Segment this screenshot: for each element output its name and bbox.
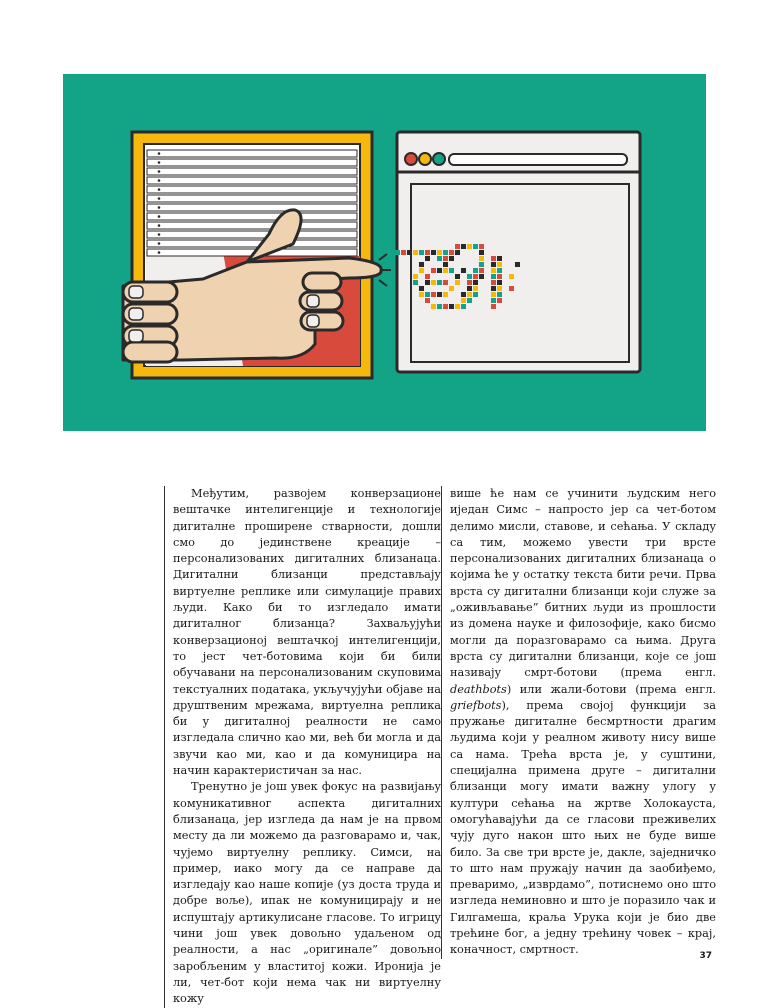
pixel [437, 292, 442, 297]
text-run: више ће нам се учинити људским него иједан Симс – напросто јер са чет-ботом делимо мисли, ставове, и сећања. У складу са тим, можемо увести три врсте персонализованих дигиталних близанаца о којима ће у остатку текста бити речи. Прва врста су дигитални близанци који служе за „оживљавање” битних људи из прошлости из домена науке и филозофије, како бисмо могли да поразговарамо са њима. Друга врста су дигитални близанци, које се још називају смрт-ботови (према енгл. [450, 487, 716, 680]
article-column-right [441, 486, 716, 959]
pixel [479, 250, 484, 255]
pixel [437, 250, 442, 255]
pixel [461, 268, 466, 273]
pixel [491, 262, 496, 267]
pixel [479, 244, 484, 249]
illustration-svg [63, 74, 706, 431]
pixel [455, 304, 460, 309]
pixel [461, 292, 466, 297]
pixel [473, 286, 478, 291]
blind-cord-hole [158, 206, 161, 209]
pixel [479, 274, 484, 279]
pixel [455, 274, 460, 279]
browser-minimize-dot [419, 153, 431, 165]
blind-cord-hole [158, 224, 161, 227]
pixel [491, 292, 496, 297]
pixel [467, 280, 472, 285]
pixel [497, 280, 502, 285]
pixel [431, 292, 436, 297]
blind-slat [147, 159, 357, 166]
pixel [431, 268, 436, 273]
pixel [401, 250, 406, 255]
pixel [509, 286, 514, 291]
pixel [431, 280, 436, 285]
blind-slat [147, 150, 357, 157]
pixel [461, 244, 466, 249]
paragraph [450, 486, 716, 959]
pixel [419, 292, 424, 297]
article-illustration [63, 74, 706, 431]
pixel [479, 262, 484, 267]
pixel [449, 286, 454, 291]
pixel [455, 244, 460, 249]
blind-cord-hole [158, 179, 161, 182]
blind-cord-hole [158, 242, 161, 245]
pixel [473, 268, 478, 273]
pixel [467, 244, 472, 249]
pixel [497, 262, 502, 267]
pixel [467, 274, 472, 279]
blind-slat [147, 222, 357, 229]
blind-slat [147, 168, 357, 175]
pixel [443, 250, 448, 255]
pixel [443, 304, 448, 309]
pixel [449, 256, 454, 261]
blind-cord-hole [158, 251, 161, 254]
blind-slat [147, 213, 357, 220]
pixel [425, 274, 430, 279]
pixel [443, 292, 448, 297]
pixel [479, 268, 484, 273]
pixel [497, 274, 502, 279]
blind-cord-hole [158, 152, 161, 155]
blind-slat [147, 195, 357, 202]
pixel [425, 250, 430, 255]
pixel [491, 256, 496, 261]
pixel [497, 268, 502, 273]
blind-slat [147, 240, 357, 247]
pixel [443, 256, 448, 261]
pixel [461, 304, 466, 309]
blind-cord-hole [158, 233, 161, 236]
pixel [509, 274, 514, 279]
pixel [479, 256, 484, 261]
browser-address-bar [449, 154, 627, 165]
paragraph: Тренутно је још увек фокус на развијању комуникативног аспекта дигиталних близанаца, јер изгледа да нам је на првом месту да ли можемо да разговарамо и, чак, чујемо виртуелну реплику. Симси, на пример, иако могу да се направе да изгледају као наше копије (уз доста труда и добре воље), ипак не комуницирају и не испуштају артикулисане гласове. То игрицу чини још увек довољно удаљеном од реалности, а нас „оригинале” довољно заробљеним у властитој кожи. Иронија је ли, чет-бот који нема чак ни виртуелну кожу [173, 780, 441, 1006]
pixel [467, 286, 472, 291]
blind-slat [147, 177, 357, 184]
pixel [455, 280, 460, 285]
pixel [419, 286, 424, 291]
pixel [443, 268, 448, 273]
pixel [491, 286, 496, 291]
pixel [431, 304, 436, 309]
pixel [407, 250, 412, 255]
pixel [491, 304, 496, 309]
pixel [473, 274, 478, 279]
page-number: 37 [699, 951, 712, 961]
blind-cord-hole [158, 215, 161, 218]
pixel [455, 250, 460, 255]
pixel [437, 280, 442, 285]
text-run: ), према својој функцији за пружање дигиталне бесмртности драгим људима који у реалном животу нису више са нама. Трећа врста је, у суштини, специјална примена друге – дигитални близанци могу имати важну улогу у култури сећања на жртве Холокауста, омогућавајући да се гласови преживелих чују дуго након што њих не буде више било. За све три врсте је, дакле, заједничко то што нам пружају начин да заобиђемо, преваримо, „изврдамо”, потиснемо оно што изгледа неминовно и што је поразило чак и Гилгамеша, краља Урука који је био две трећине бог, а једну трећину човек – крај, коначност, смртност. [450, 698, 716, 957]
blind-cord-hole [158, 161, 161, 164]
blind-slat [147, 204, 357, 211]
article-column-left [164, 486, 441, 1008]
pixel [449, 268, 454, 273]
pixel [515, 262, 520, 267]
pixel [419, 250, 424, 255]
pixel [425, 298, 430, 303]
browser-close-dot [405, 153, 417, 165]
pixel [491, 268, 496, 273]
pixel [425, 292, 430, 297]
pixel [473, 292, 478, 297]
pixel [491, 298, 496, 303]
pixel [425, 280, 430, 285]
pixel [443, 280, 448, 285]
pixel [437, 304, 442, 309]
english-term: deathbots [450, 682, 507, 696]
pixel [443, 262, 448, 267]
pixel [449, 304, 454, 309]
pixel [461, 298, 466, 303]
pixel [419, 262, 424, 267]
pixel [473, 244, 478, 249]
pixel [419, 268, 424, 273]
pixel [437, 268, 442, 273]
pixel [497, 292, 502, 297]
blind-slat [147, 186, 357, 193]
pixel [413, 250, 418, 255]
english-term: griefbots [450, 698, 502, 712]
text-run: ) или жали-ботови (према енгл. [506, 682, 716, 696]
pixel [473, 280, 478, 285]
blind-slat [147, 231, 357, 238]
pixel [497, 256, 502, 261]
pixel [395, 250, 400, 255]
blind-cord-hole [158, 170, 161, 173]
pixel [497, 286, 502, 291]
pixel [431, 250, 436, 255]
browser-maximize-dot [433, 153, 445, 165]
pixel [491, 274, 496, 279]
pixel [425, 256, 430, 261]
pixel [497, 298, 502, 303]
blind-cord-hole [158, 197, 161, 200]
pixel [449, 250, 454, 255]
pixel [467, 298, 472, 303]
pixel [437, 256, 442, 261]
paragraph: Међутим, развојем конверзационе вештачке интелигенције и технологије дигиталне проширене стварности, дошли смо до јединствене креације – персонализованих дигиталних близанаца. Дигитални близанци представљају виртуелне реплике или симулације правих људи. Како би то изгледало имати дигиталног близанца? Захваљујући конверзационој вештачкој интелигенцији, то јест чет-ботовима који би били обучавани на персонализованим скуповима текстуалних података, укључујући објаве на друштвеним мрежама, виртуелна реплика би у дигиталној реалности не само изгледала слично као ми, већ би могла и да звучи као ми, као и да комуницира на начин карактеристичан за нас. [173, 487, 441, 778]
pixel [467, 292, 472, 297]
pixel [413, 280, 418, 285]
pixel [491, 280, 496, 285]
pixel [413, 274, 418, 279]
blind-cord-hole [158, 188, 161, 191]
